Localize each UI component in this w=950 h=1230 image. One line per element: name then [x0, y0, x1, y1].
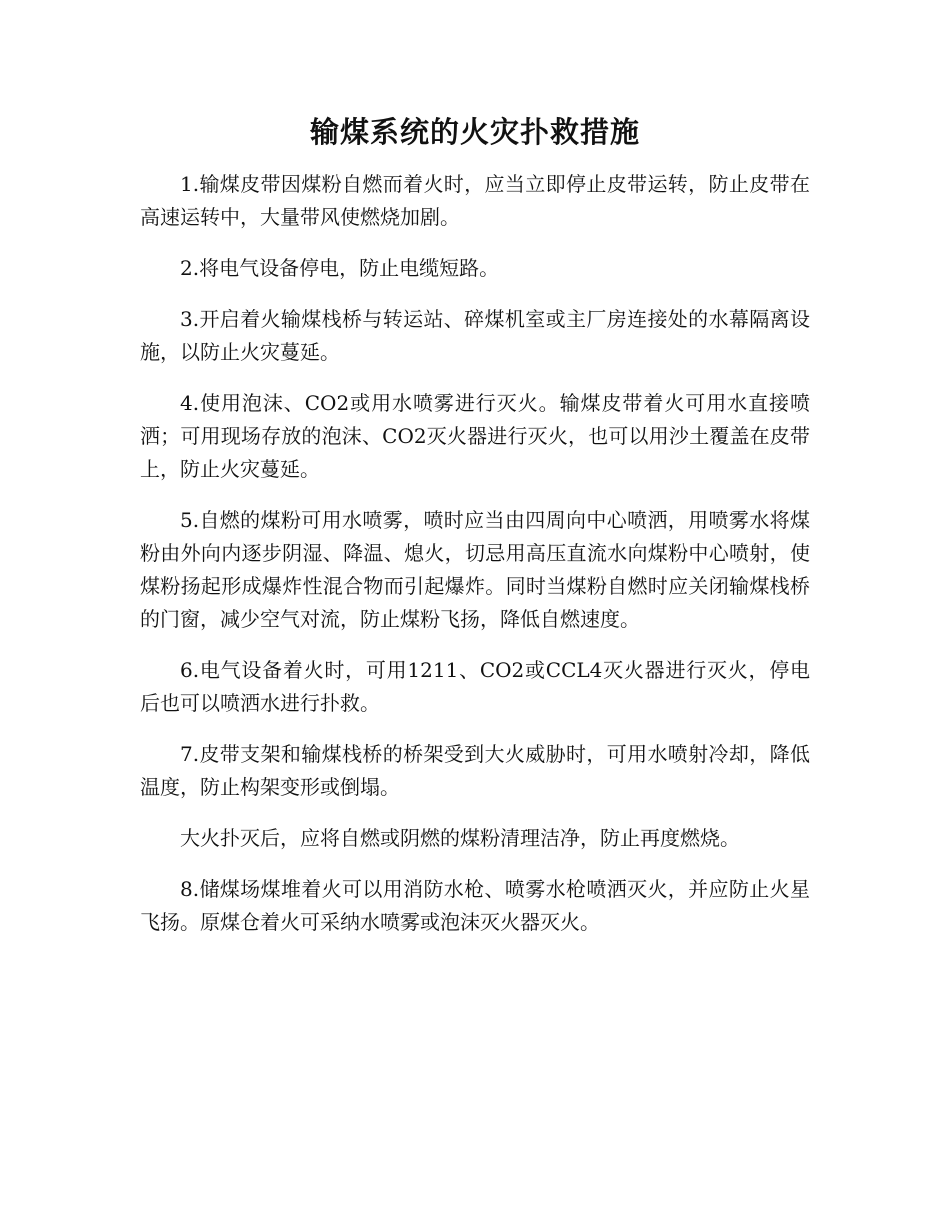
paragraph-4: 4.使用泡沫、CO2或用水喷雾进行灭火。输煤皮带着火可用水直接喷洒；可用现场存放的泡沫、CO2灭火器进行灭火，也可以用沙土覆盖在皮带上，防止火灾蔓延。: [140, 391, 810, 481]
paragraph-7: 7.皮带支架和输煤栈桥的桥架受到大火威胁时，可用水喷射冷却，降低温度，防止构架变形或倒塌。: [140, 742, 810, 799]
paragraph-3: 3.开启着火输煤栈桥与转运站、碎煤机室或主厂房连接处的水幕隔离设施，以防止火灾蔓延。: [140, 307, 810, 364]
paragraph-6: 6.电气设备着火时，可用1211、CO2或CCL4灭火器进行灭火，停电后也可以喷洒水进行扑救。: [140, 658, 810, 715]
paragraph-8: 8.储煤场煤堆着火可以用消防水枪、喷雾水枪喷洒灭火，并应防止火星飞扬。原煤仓着火可采纳水喷雾或泡沫灭火器灭火。: [140, 877, 810, 934]
paragraph-5: 5.自燃的煤粉可用水喷雾，喷时应当由四周向中心喷洒，用喷雾水将煤粉由外向内逐步阴湿、降温、熄火，切忌用高压直流水向煤粉中心喷射，使煤粉扬起形成爆炸性混合物而引起爆炸。同时当煤粉自燃时应关闭输煤栈桥的门窗，减少空气对流，防止煤粉飞扬，降低自燃速度。: [140, 508, 810, 631]
document-title: 输煤系统的火灾扑救措施: [309, 115, 640, 149]
paragraph-aftermath: 大火扑灭后，应将自燃或阴燃的煤粉清理洁净，防止再度燃烧。: [180, 826, 740, 850]
paragraph-2: 2.将电气设备停电，防止电缆短路。: [180, 256, 500, 280]
document-body: [140, 168, 810, 957]
paragraph-1: 1.输煤皮带因煤粉自燃而着火时，应当立即停止皮带运转，防止皮带在高速运转中，大量带风使燃烧加剧。: [140, 172, 810, 229]
